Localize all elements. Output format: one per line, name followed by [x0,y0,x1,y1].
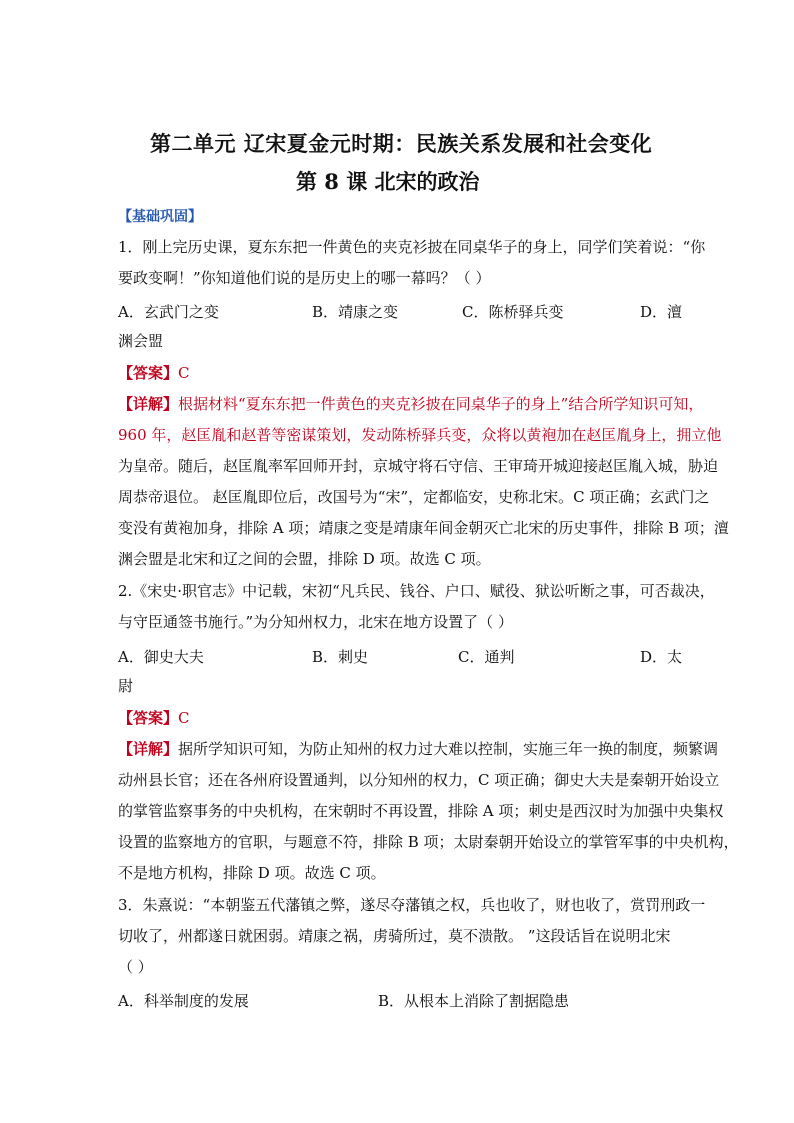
q1-detail-text1: 根据材料“夏东东把一件黄色的夹克衫披在同桌华子的身上”结合所学知识可知， [178,395,704,413]
q2-detail-line1 [118,740,718,758]
q3-stem-line1: 3．朱熹说：“本朝鉴五代藩镇之弊，遂尽夺藩镇之权，兵也收了，财也收了，赏罚刑政一 [118,896,706,914]
q1-detail-line1 [118,395,703,413]
q3-stem-line3: （ ） [118,958,153,976]
q2-option-a: A．御史大夫 [118,648,204,666]
section-label: 【基础巩固】 [118,209,202,225]
q2-stem-line1: 2.《宋史·职官志》中记载，宋初“凡兵民、钱谷、户口、赋役、狱讼听断之事，可否裁决， [118,582,715,600]
q1-detail-line5: 变没有黄袍加身，排除 A 项；靖康之变是靖康年间金朝灭亡北宋的历史事件，排除 B 项；澶 [118,519,729,537]
q1-answer-value: C [178,364,190,382]
q1-detail-line3: 为皇帝。随后，赵匡胤率军回师开封，京城守将石守信、王审琦开城迎接赵匡胤入城，胁迫 [118,457,719,475]
q2-stem-line2: 与守臣通签书施行。”为分知州权力，北宋在地方设置了（ ） [118,613,513,631]
q1-option-c: C．陈桥驿兵变 [462,303,564,321]
q1-option-b: B．靖康之变 [312,303,399,321]
q2-detail-line5: 不是地方机构，排除 D 项。故选 C 项。 [118,864,386,882]
q2-detail-line4: 设置的监察地方的官职，与题意不符，排除 B 项；太尉秦朝开始设立的掌管军事的中央机构， [118,833,739,851]
q1-option-d: D．澶 [640,303,683,321]
q2-option-c: C．通判 [458,648,515,666]
q2-detail-line2: 动州县长官；还在各州府设置通判，以分知州的权力，C 项正确；御史大夫是秦朝开始设立 [118,771,720,789]
q2-answer-value: C [178,709,190,727]
q1-answer-label: 【答案】 [118,364,179,382]
q2-option-d: D．太 [640,648,683,666]
q2-answer [118,709,190,727]
q1-stem-line1: 1．刚上完历史课，夏东东把一件黄色的夹克衫披在同桌华子的身上，同学们笑着说：“你 [118,238,706,256]
q2-answer-label: 【答案】 [118,709,179,727]
q1-option-d-continued: 渊会盟 [118,332,164,350]
q2-option-d-continued: 尉 [118,677,134,695]
q1-detail-line6: 渊会盟是北宋和辽之间的会盟，排除 D 项。故选 C 项。 [118,550,491,568]
unit-title: 第二单元 辽宋夏金元时期：民族关系发展和社会变化 [150,131,653,156]
q2-option-b: B．刺史 [312,648,369,666]
q1-detail-line4: 周恭帝退位。 赵匡胤即位后，改国号为“宋”，定都临安，史称北宋。C 项正确；玄武门之 [118,488,710,506]
q1-detail-label: 【详解】 [118,395,179,413]
q2-detail-line3: 的掌管监察事务的中央机构，在宋朝时不再设置，排除 A 项；刺史是西汉时为加强中央集权 [118,802,724,820]
q2-detail-label: 【详解】 [118,740,179,758]
q1-answer [118,364,190,382]
lesson-title: 第 8 课 北宋的政治 [296,169,480,194]
q3-stem-line2: 切收了，州都遂日就困弱。靖康之祸，虏骑所过，莫不溃散。 ”这段话旨在说明北宋 [118,927,671,945]
q3-option-b: B．从根本上消除了割据隐患 [378,992,570,1010]
q2-detail-text1: 据所学知识可知，为防止知州的权力过大难以控制，实施三年一换的制度，频繁调 [178,740,719,758]
q3-option-a: A．科举制度的发展 [118,992,249,1010]
q1-stem-line2: 要政变啊！”你知道他们说的是历史上的哪一幕吗？（ ） [118,269,491,287]
q1-detail-line2: 960 年，赵匡胤和赵普等密谋策划，发动陈桥驿兵变，众将以黄袍加在赵匡胤身上，拥立他 [118,426,722,444]
q1-option-a: A．玄武门之变 [118,303,219,321]
